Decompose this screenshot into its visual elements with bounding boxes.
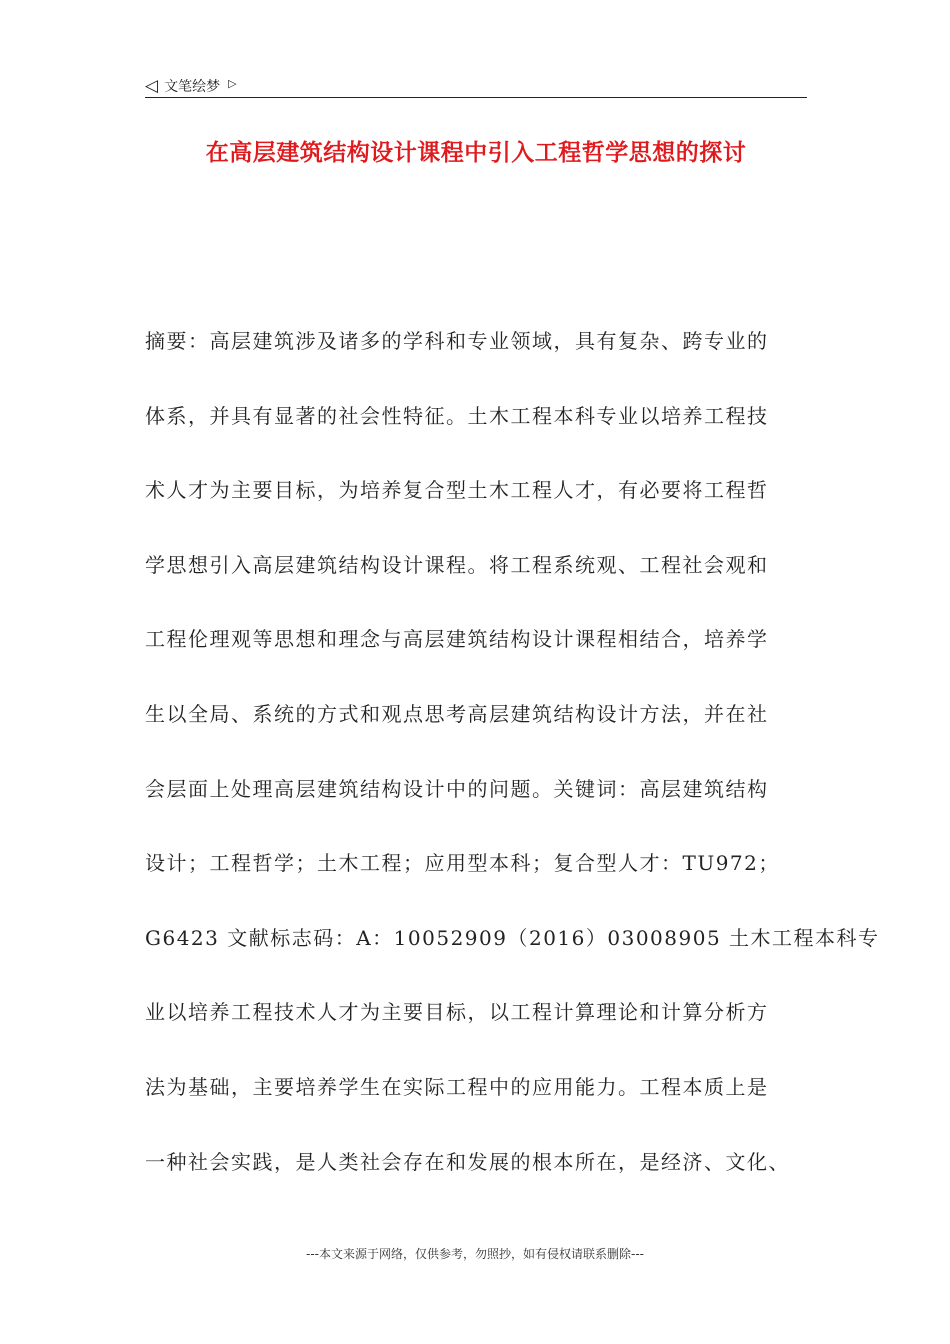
body-line: 术人才为主要目标，为培养复合型土木工程人才，有必要将工程哲 — [145, 478, 769, 503]
body-line: 一种社会实践，是人类社会存在和发展的根本所在，是经济、文化、 — [145, 1149, 790, 1174]
body-line: 摘要：高层建筑涉及诸多的学科和专业领域，具有复杂、跨专业的 — [145, 329, 769, 353]
body-line: 设计；工程哲学；土木工程；应用型本科；复合型人才：TU972； — [145, 851, 780, 876]
body-line: 工程伦理观等思想和理念与高层建筑结构设计课程相结合，培养学 — [145, 627, 769, 652]
body-line: G6423 文献标志码：A：10052909（2016）03008905 土木工程本科专 — [145, 925, 880, 950]
body-line: 学思想引入高层建筑结构设计课程。将工程系统观、工程社会观和 — [145, 552, 769, 577]
body-line: 生以全局、系统的方式和观点思考高层建筑结构设计方法，并在社 — [145, 701, 769, 726]
body-line: 会层面上处理高层建筑结构设计中的问题。关键词：高层建筑结构 — [145, 776, 769, 801]
header-divider — [145, 97, 807, 98]
document-title: 在高层建筑结构设计课程中引入工程哲学思想的探讨 — [205, 140, 747, 166]
body-line: 法为基础，主要培养学生在实际工程中的应用能力。工程本质上是 — [145, 1074, 769, 1099]
header-brand: 文笔绘梦 — [164, 79, 221, 95]
document-body — [145, 322, 880, 1217]
page-header — [145, 74, 807, 98]
triangle-right-icon: ▷ — [228, 76, 237, 90]
triangle-left-icon: ◁ — [145, 75, 159, 96]
body-line: 业以培养工程技术人才为主要目标，以工程计算理论和计算分析方 — [145, 1000, 769, 1025]
body-line: 体系，并具有显著的社会性特征。土木工程本科专业以培养工程技 — [145, 403, 769, 428]
page-footer: ---本文来源于网络，仅供参考，勿照抄，如有侵权请联系删除--- — [306, 1247, 644, 1261]
